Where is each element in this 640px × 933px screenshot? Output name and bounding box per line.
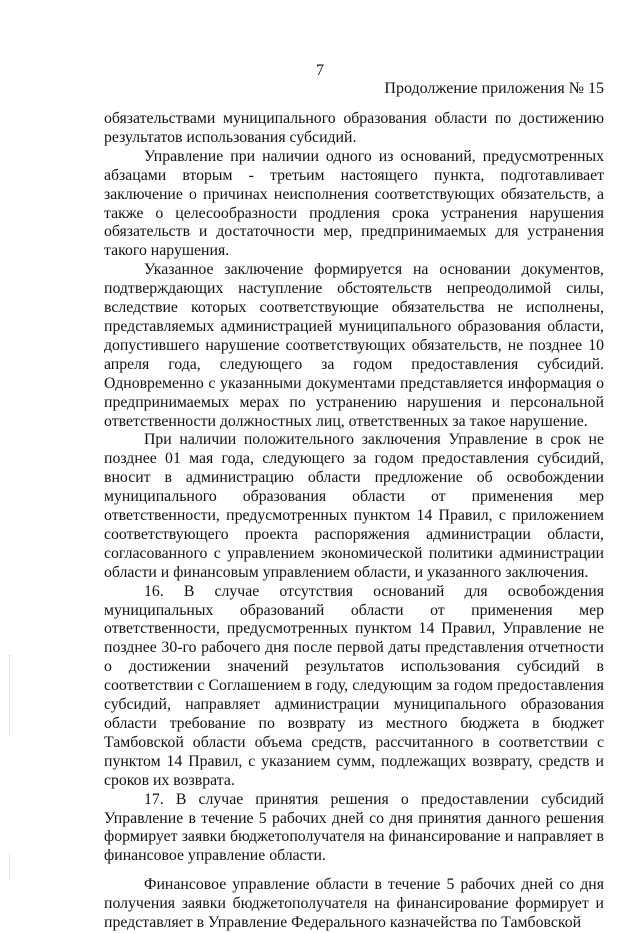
paragraph-management-conclusion: Управление при наличии одного из оснований, предусмотренных абзацами вторым - третьим настоящего пункта, подготавливает заключение о причинах неисполнения соответствующих обязательств, а также о целесообразности продления срока устранения нарушения обязательств и достаточности мер, предпринимаемых для устранения такого нарушения. <box>104 147 604 260</box>
scan-margin-mark <box>9 655 13 735</box>
paragraph-item-16: 16. В случае отсутствия оснований для освобождения муниципальных образований области от применения мер ответственности, предусмотренных пунктом 14 Правил, Управление не позднее 30-го рабочего дня после первой даты представления отчетности о достижении значений результатов использования субсидий в соответствии с Соглашением в году, следующим за годом предоставления субсидий, направляет администрации муниципального образования области требование по возврату из местного бюджета в бюджет Тамбовской области объема средств, рассчитанного в соответствии с пунктом 14 Правил, с указанием сумм, подлежащих возврату, средств и сроков их возврата. <box>104 582 604 789</box>
page-number: 7 <box>316 62 324 79</box>
document-body <box>104 110 604 933</box>
paragraph-continuation: обязательствами муниципального образования области по достижению результатов использования субсидий. <box>104 110 604 146</box>
scan-margin-mark-lower <box>9 855 13 879</box>
paragraph-conclusion-basis: Указанное заключение формируется на основании документов, подтверждающих наступление обстоятельств непреодолимой силы, вследствие которых соответствующие обязательства не исполнены, представляемых администрацией муниципального образования области, допустившего нарушение соответствующих обязательств, не позднее 10 апреля года, следующего за годом предоставления субсидий. Одновременно с указанными документами представляется информация о предпринимаемых мерах по устранению нарушения и персональной ответственности должностных лиц, ответственных за такое нарушение. <box>104 261 604 430</box>
running-header: Продолжение приложения № 15 <box>384 80 604 97</box>
paragraph-positive-conclusion: При наличии положительного заключения Управление в срок не позднее 01 мая года, следующего за годом предоставления субсидий, вносит в администрацию области предложение об освобождении муниципального образования области от применения мер ответственности, предусмотренных пунктом 14 Правил, с приложением соответствующего проекта распоряжения администрации области, согласованного с управлением экономической политики администрации области и финансовым управлением области, и указанного заключения. <box>104 431 604 581</box>
paragraph-financial-department: Финансовое управление области в течение 5 рабочих дней со дня получения заявки бюджетополучателя на финансирование формирует и представляет в Управление Федерального казначейства по Тамбовской <box>104 876 604 932</box>
paragraph-item-17: 17. В случае принятия решения о предоставлении субсидий Управление в течение 5 рабочих дней со дня принятия данного решения формирует заявки бюджетополучателя на финансирование и направляет в финансовое управление области. <box>104 790 604 865</box>
